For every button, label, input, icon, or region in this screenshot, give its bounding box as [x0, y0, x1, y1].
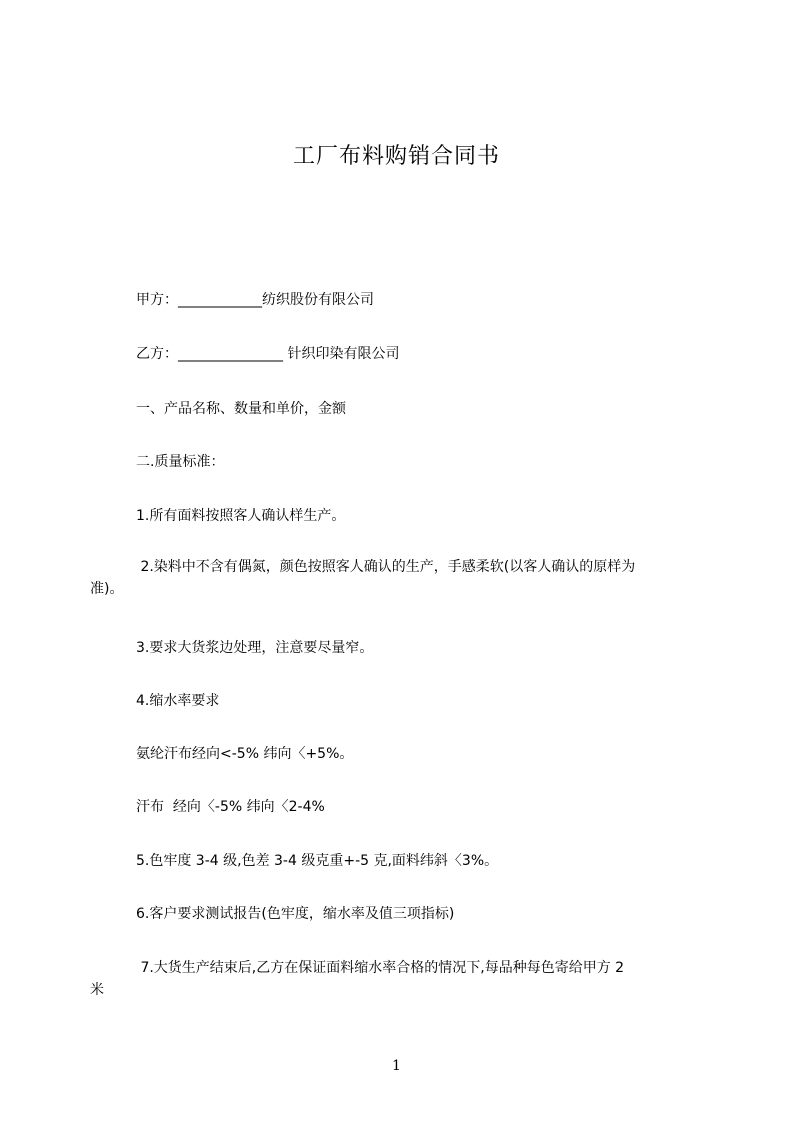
page-number: 1 [392, 1058, 401, 1074]
section-quality-heading: 二.质量标准： [136, 454, 225, 470]
quality-item-4: 4.缩水率要求 [136, 693, 220, 709]
quality-item-7-line-2: 米 [90, 982, 104, 998]
quality-item-6: 6.客户要求测试报告(色牢度，缩水率及值三项指标) [136, 906, 455, 922]
quality-item-7 [0, 957, 793, 1001]
quality-item-2-line-2: 准)。 [90, 581, 124, 597]
quality-item-2-line-1: 2.染料中不含有偶氮，颜色按照客人确认的生产，手感柔软(以客人确认的原样为 [136, 559, 636, 575]
shrinkage-spandex-jersey: 氨纶汗布经向<-5% 纬向〈+5%。 [136, 746, 354, 762]
party-b-line: 乙方：_______________ 针织印染有限公司 [136, 346, 400, 362]
quality-item-7-line-1: 7.大货生产结束后,乙方在保证面料缩水率合格的情况下,每品种每色寄给甲方 2 [136, 960, 625, 976]
document-title: 工厂布料购销合同书 [292, 144, 500, 169]
quality-item-2 [0, 556, 793, 600]
section-product-heading: 一、产品名称、数量和单价，金额 [136, 401, 346, 417]
quality-item-3: 3.要求大货浆边处理，注意要尽量窄。 [136, 640, 374, 656]
quality-item-1: 1.所有面料按照客人确认样生产。 [136, 508, 346, 524]
quality-item-5: 5.色牢度 3-4 级,色差 3-4 级克重+-5 克,面料纬斜〈3%。 [136, 853, 499, 869]
shrinkage-jersey: 汗布 经向〈-5% 纬向〈2-4% [136, 799, 325, 815]
party-a-line: 甲方：____________纺织股份有限公司 [136, 292, 374, 308]
